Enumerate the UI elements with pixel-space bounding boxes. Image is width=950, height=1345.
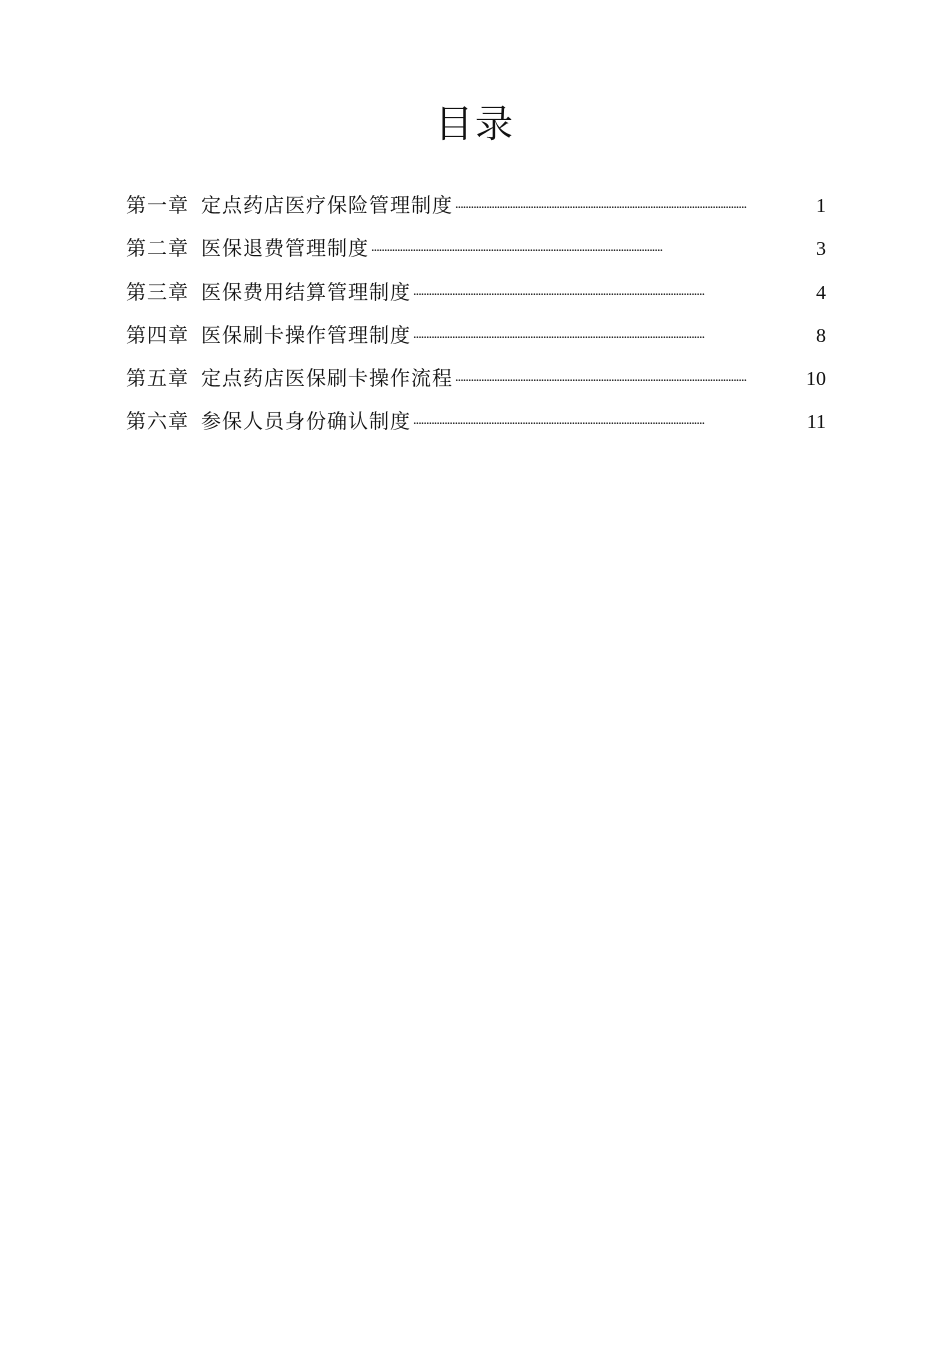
- toc-chapter-number: 第三章: [126, 281, 189, 304]
- toc-dot-leader: [455, 365, 804, 385]
- toc-page-number: 10: [806, 368, 826, 391]
- toc-dot-leader: [455, 192, 814, 212]
- toc-chapter-title: 医保刷卡操作管理制度: [201, 324, 411, 347]
- toc-page-number: 3: [816, 238, 826, 261]
- toc-chapter-title: 定点药店医保刷卡操作流程: [201, 368, 453, 391]
- toc-entry[interactable]: [126, 231, 826, 274]
- toc-chapter-title: 医保费用结算管理制度: [201, 281, 411, 304]
- toc-chapter-title: 参保人员身份确认制度: [201, 411, 411, 434]
- toc-page-number: 11: [806, 411, 826, 434]
- toc-title: 目录: [434, 104, 515, 146]
- toc-page-number: 4: [816, 281, 826, 304]
- toc-entry[interactable]: [126, 318, 826, 361]
- toc-chapter-number: 第五章: [126, 368, 189, 391]
- toc-entry[interactable]: [126, 275, 826, 318]
- toc-dot-leader: [413, 279, 814, 299]
- toc-chapter-number: 第四章: [126, 324, 189, 347]
- toc-chapter-title: 医保退费管理制度: [201, 238, 369, 261]
- toc-chapter-number: 第二章: [126, 238, 189, 261]
- toc-chapter-number: 第一章: [126, 195, 189, 217]
- toc-page-number: 1: [816, 195, 826, 217]
- toc-entry[interactable]: [126, 404, 826, 447]
- table-of-contents: [126, 188, 826, 448]
- toc-dot-leader: [413, 322, 814, 342]
- toc-chapter-title: 定点药店医疗保险管理制度: [201, 195, 453, 217]
- toc-dot-leader: [371, 235, 814, 255]
- toc-dot-leader: [413, 408, 805, 428]
- toc-entry[interactable]: [126, 361, 826, 404]
- toc-chapter-number: 第六章: [126, 411, 189, 434]
- toc-entry[interactable]: [126, 188, 826, 231]
- toc-page-number: 8: [816, 324, 826, 347]
